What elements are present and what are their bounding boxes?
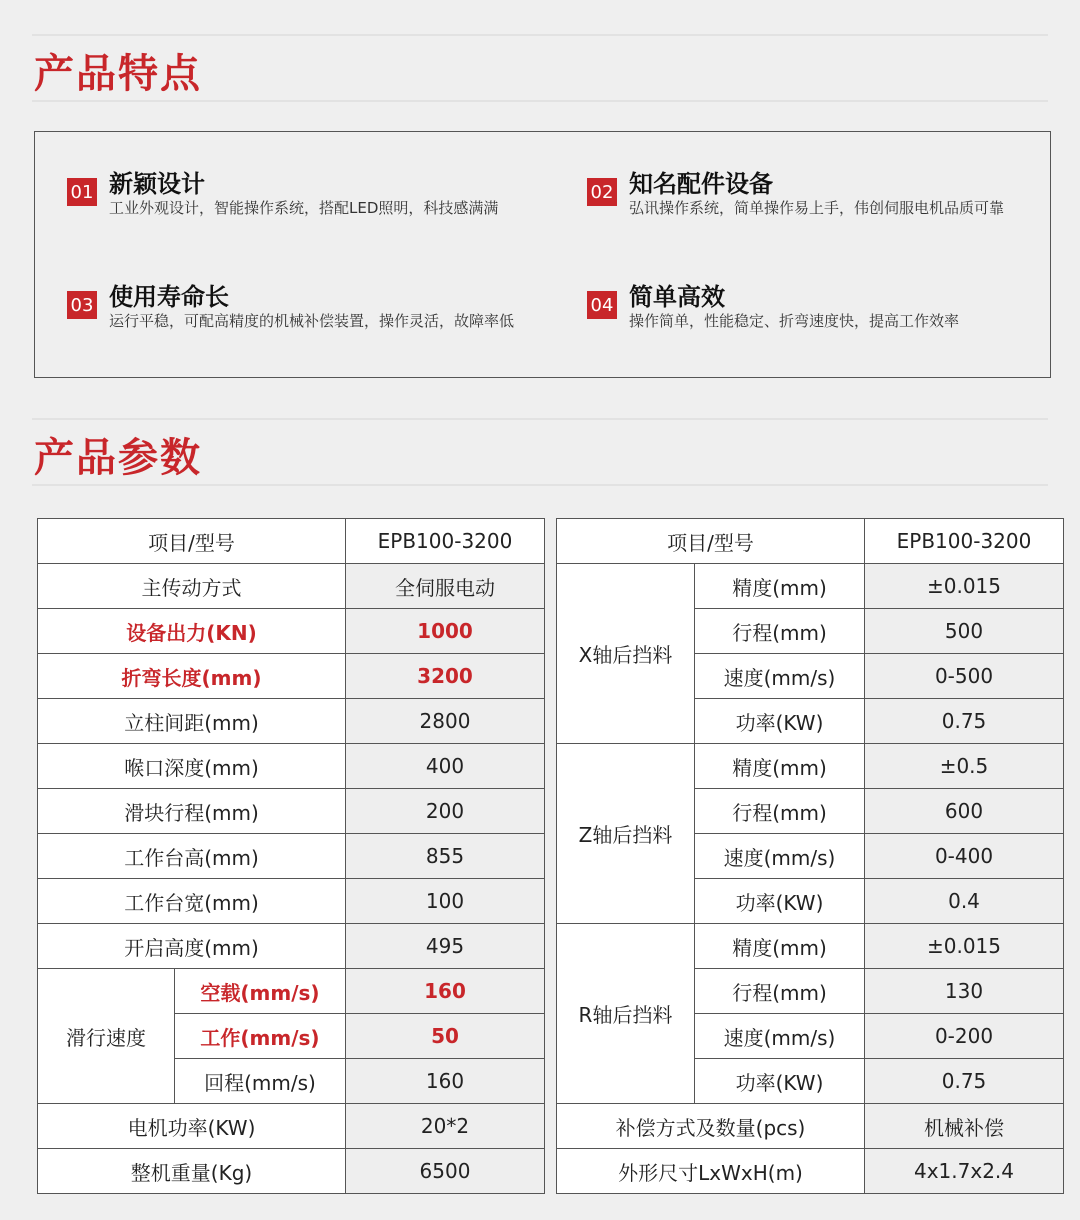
param-value: 1000 <box>346 609 545 654</box>
param-value: 机械补偿 <box>865 1104 1064 1149</box>
section-title-features: 产品特点 <box>34 51 202 97</box>
group-label: R轴后挡料 <box>557 924 695 1104</box>
param-value: 100 <box>346 879 545 924</box>
group-label: Z轴后挡料 <box>557 744 695 924</box>
param-value: 855 <box>346 834 545 879</box>
table-row <box>557 744 1064 789</box>
table-row <box>557 1149 1064 1194</box>
header-cell: 项目/型号 <box>38 519 346 564</box>
table-row <box>38 789 545 834</box>
param-value: 600 <box>865 789 1064 834</box>
feature-description: 弘讯操作系统，简单操作易上手，伟创伺服电机品质可靠 <box>629 199 1005 217</box>
table-row <box>557 1104 1064 1149</box>
param-label: 速度(mm/s) <box>695 834 865 879</box>
param-label: 开启高度(mm) <box>38 924 346 969</box>
feature-number-badge: 04 <box>587 291 617 319</box>
param-value: 4x1.7x2.4 <box>865 1149 1064 1194</box>
param-label: 速度(mm/s) <box>695 654 865 699</box>
param-value: ±0.015 <box>865 564 1064 609</box>
feature-number-badge: 02 <box>587 178 617 206</box>
feature-title: 使用寿命长 <box>109 283 229 311</box>
header-cell: 项目/型号 <box>557 519 865 564</box>
param-label: 行程(mm) <box>695 609 865 654</box>
table-row <box>557 924 1064 969</box>
param-value: 0-200 <box>865 1014 1064 1059</box>
params-table-left <box>37 518 545 1194</box>
param-value: 20*2 <box>346 1104 545 1149</box>
param-value: ±0.5 <box>865 744 1064 789</box>
table-row <box>38 1149 545 1194</box>
feature-number-badge: 03 <box>67 291 97 319</box>
param-label: 设备出力(KN) <box>38 609 346 654</box>
feature-number-badge: 01 <box>67 178 97 206</box>
param-label: 工作(mm/s) <box>175 1014 346 1059</box>
table-row <box>38 1104 545 1149</box>
param-value: ±0.015 <box>865 924 1064 969</box>
header-cell: EPB100-3200 <box>346 519 545 564</box>
param-value: 160 <box>346 969 545 1014</box>
param-label: 行程(mm) <box>695 789 865 834</box>
table-row <box>38 564 545 609</box>
table-row <box>38 744 545 789</box>
param-label: 行程(mm) <box>695 969 865 1014</box>
table-row <box>38 969 545 1014</box>
param-label: 功率(KW) <box>695 1059 865 1104</box>
param-value: 0-400 <box>865 834 1064 879</box>
param-value: 2800 <box>346 699 545 744</box>
param-label: 补偿方式及数量(pcs) <box>557 1104 865 1149</box>
table-row <box>38 834 545 879</box>
param-label: 折弯长度(mm) <box>38 654 346 699</box>
param-label: 精度(mm) <box>695 924 865 969</box>
param-label: 回程(mm/s) <box>175 1059 346 1104</box>
section-header-params <box>32 418 1048 486</box>
param-value: 160 <box>346 1059 545 1104</box>
param-label: 整机重量(Kg) <box>38 1149 346 1194</box>
param-label: 电机功率(KW) <box>38 1104 346 1149</box>
param-label: 功率(KW) <box>695 879 865 924</box>
table-row <box>38 924 545 969</box>
param-value: 0.4 <box>865 879 1064 924</box>
feature-title: 知名配件设备 <box>629 170 773 198</box>
table-row <box>38 699 545 744</box>
param-label: 工作台高(mm) <box>38 834 346 879</box>
param-label: 速度(mm/s) <box>695 1014 865 1059</box>
param-value: 0.75 <box>865 699 1064 744</box>
param-value: 400 <box>346 744 545 789</box>
param-label: 喉口深度(mm) <box>38 744 346 789</box>
table-row <box>557 564 1064 609</box>
section-title-params: 产品参数 <box>34 435 202 481</box>
param-label: 滑块行程(mm) <box>38 789 346 834</box>
param-label: 空载(mm/s) <box>175 969 346 1014</box>
feature-description: 操作简单，性能稳定、折弯速度快，提高工作效率 <box>629 312 960 330</box>
table-row <box>557 519 1064 564</box>
param-value: 6500 <box>346 1149 545 1194</box>
param-value: 0.75 <box>865 1059 1064 1104</box>
feature-description: 运行平稳，可配高精度的机械补偿装置，操作灵活，故障率低 <box>109 312 515 330</box>
param-value: 130 <box>865 969 1064 1014</box>
params-table-right <box>556 518 1064 1194</box>
section-header-features <box>32 34 1048 102</box>
param-label: 工作台宽(mm) <box>38 879 346 924</box>
param-label: 精度(mm) <box>695 564 865 609</box>
param-value: 3200 <box>346 654 545 699</box>
param-value: 全伺服电动 <box>346 564 545 609</box>
param-label: 主传动方式 <box>38 564 346 609</box>
param-label: 精度(mm) <box>695 744 865 789</box>
feature-title: 简单高效 <box>629 283 725 311</box>
table-row <box>38 519 545 564</box>
param-value: 495 <box>346 924 545 969</box>
header-cell: EPB100-3200 <box>865 519 1064 564</box>
table-row <box>38 654 545 699</box>
param-label: 立柱间距(mm) <box>38 699 346 744</box>
group-label: 滑行速度 <box>38 969 175 1104</box>
param-value: 50 <box>346 1014 545 1059</box>
feature-description: 工业外观设计，智能操作系统，搭配LED照明，科技感满满 <box>109 199 499 217</box>
param-value: 500 <box>865 609 1064 654</box>
param-label: 功率(KW) <box>695 699 865 744</box>
feature-title: 新颖设计 <box>109 170 205 198</box>
table-row <box>38 609 545 654</box>
table-row <box>38 879 545 924</box>
param-value: 200 <box>346 789 545 834</box>
param-label: 外形尺寸LxWxH(m) <box>557 1149 865 1194</box>
features-panel <box>34 131 1051 378</box>
group-label: X轴后挡料 <box>557 564 695 744</box>
param-value: 0-500 <box>865 654 1064 699</box>
